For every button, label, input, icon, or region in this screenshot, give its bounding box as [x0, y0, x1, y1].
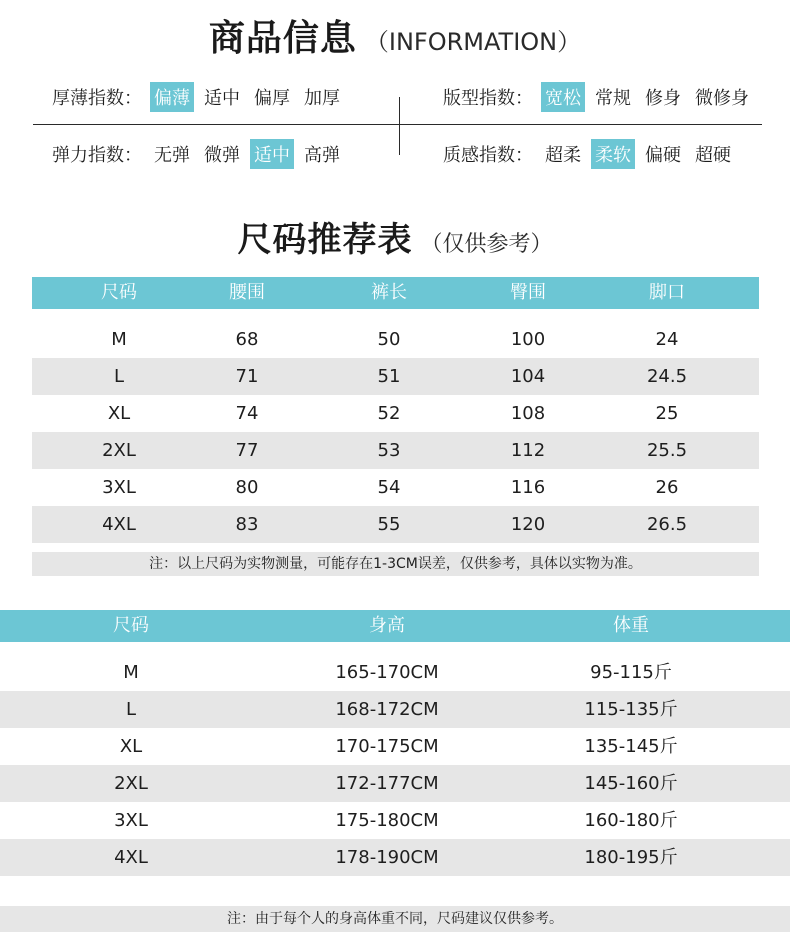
- info-title-sub: （INFORMATION）: [364, 28, 582, 56]
- texture-label: 质感指数：: [443, 145, 533, 166]
- fit-label: 版型指数：: [443, 88, 533, 109]
- table-cell: 100: [510, 329, 546, 350]
- thickness-label: 厚薄指数：: [52, 88, 142, 109]
- header-cell: 裤长: [371, 282, 407, 303]
- table-cell: 3XL: [114, 810, 148, 831]
- table-cell: M: [123, 662, 139, 683]
- header-cell: 臀围: [510, 282, 546, 303]
- table-header: [0, 610, 790, 642]
- table-cell: L: [113, 366, 125, 387]
- table-row: [0, 802, 790, 839]
- fit-option: 常规: [595, 88, 631, 109]
- table-cell: 4XL: [114, 847, 148, 868]
- table-cell: 120: [510, 514, 546, 535]
- table-cell: 104: [510, 366, 546, 387]
- table-header: [32, 277, 759, 309]
- header-cell: 尺码: [113, 615, 149, 636]
- table-row: [32, 506, 759, 543]
- elasticity-row: [52, 139, 344, 169]
- table-cell: 24.5: [646, 366, 688, 387]
- thickness-option: 偏薄: [150, 82, 194, 112]
- table-cell: 26.5: [646, 514, 688, 535]
- table-cell: 83: [235, 514, 259, 535]
- elasticity-option: 无弹: [154, 145, 190, 166]
- table-row: [0, 728, 790, 765]
- table-cell: 54: [377, 477, 401, 498]
- table-row: [0, 654, 790, 691]
- header-cell: 腰围: [229, 282, 265, 303]
- table-cell: 25: [655, 403, 679, 424]
- table-cell: 108: [510, 403, 546, 424]
- thickness-option: 偏厚: [254, 88, 290, 109]
- table-row: [0, 691, 790, 728]
- table-cell: 50: [377, 329, 401, 350]
- table-cell: 170-175CM: [335, 736, 439, 757]
- fit-row: [443, 82, 753, 112]
- table-cell: 4XL: [102, 514, 136, 535]
- table-cell: L: [125, 699, 137, 720]
- table-cell: 68: [235, 329, 259, 350]
- thickness-row: [52, 82, 344, 112]
- table-cell: 135-145斤: [584, 736, 678, 757]
- table-cell: 71: [235, 366, 259, 387]
- divider-horizontal: [33, 124, 762, 125]
- elasticity-label: 弹力指数：: [52, 145, 142, 166]
- texture-option: 偏硬: [645, 145, 681, 166]
- texture-row: [443, 139, 735, 169]
- texture-option: 柔软: [591, 139, 635, 169]
- table-cell: 145-160斤: [584, 773, 678, 794]
- elasticity-option: 适中: [250, 139, 294, 169]
- thickness-option: 加厚: [304, 88, 340, 109]
- table-cell: 172-177CM: [335, 773, 439, 794]
- size-title: [0, 212, 790, 261]
- table-cell: 2XL: [102, 440, 136, 461]
- header-cell: 脚口: [649, 282, 685, 303]
- header-cell: 身高: [369, 615, 405, 636]
- table-cell: 180-195斤: [584, 847, 678, 868]
- table-row: [32, 358, 759, 395]
- table-row: [0, 765, 790, 802]
- table-cell: 116: [510, 477, 546, 498]
- table-cell: 24: [655, 329, 679, 350]
- texture-option: 超硬: [695, 145, 731, 166]
- table-row: [32, 432, 759, 469]
- elasticity-option: 高弹: [304, 145, 340, 166]
- table-cell: 25.5: [646, 440, 688, 461]
- size-title-main: 尺码推荐表: [237, 220, 413, 260]
- table-cell: 52: [377, 403, 401, 424]
- fit-option: 修身: [645, 88, 681, 109]
- table-cell: 112: [510, 440, 546, 461]
- table-cell: XL: [107, 403, 131, 424]
- table-cell: 3XL: [102, 477, 136, 498]
- table-cell: 165-170CM: [335, 662, 439, 683]
- table-row: [32, 395, 759, 432]
- info-title-main: 商品信息: [208, 18, 357, 59]
- table-row: [32, 321, 759, 358]
- table-cell: 51: [377, 366, 401, 387]
- elasticity-option: 微弹: [204, 145, 240, 166]
- texture-option: 超柔: [545, 145, 581, 166]
- table-cell: 55: [377, 514, 401, 535]
- table-cell: XL: [119, 736, 143, 757]
- info-title: [0, 10, 790, 61]
- table-cell: 2XL: [114, 773, 148, 794]
- table-cell: 160-180斤: [584, 810, 678, 831]
- header-cell: 体重: [613, 615, 649, 636]
- table-cell: 74: [235, 403, 259, 424]
- table-cell: 178-190CM: [335, 847, 439, 868]
- size-note: 注：以上尺码为实物测量，可能存在1-3CM误差，仅供参考，具体以实物为准。: [32, 552, 759, 576]
- table-cell: 77: [235, 440, 259, 461]
- table-cell: 115-135斤: [584, 699, 678, 720]
- table-cell: M: [111, 329, 127, 350]
- table-row: [32, 469, 759, 506]
- table-cell: 80: [235, 477, 259, 498]
- size-title-sub: （仅供参考）: [420, 232, 553, 257]
- fit-option: 微修身: [695, 88, 749, 109]
- table-cell: 26: [655, 477, 679, 498]
- divider-vertical: [399, 97, 400, 155]
- table-cell: 168-172CM: [335, 699, 439, 720]
- table-row: [0, 839, 790, 876]
- recommend-note: 注：由于每个人的身高体重不同，尺码建议仅供参考。: [0, 906, 790, 932]
- fit-option: 宽松: [541, 82, 585, 112]
- table-cell: 175-180CM: [335, 810, 439, 831]
- table-cell: 95-115斤: [590, 662, 672, 683]
- table-cell: 53: [377, 440, 401, 461]
- thickness-option: 适中: [204, 88, 240, 109]
- header-cell: 尺码: [101, 282, 137, 303]
